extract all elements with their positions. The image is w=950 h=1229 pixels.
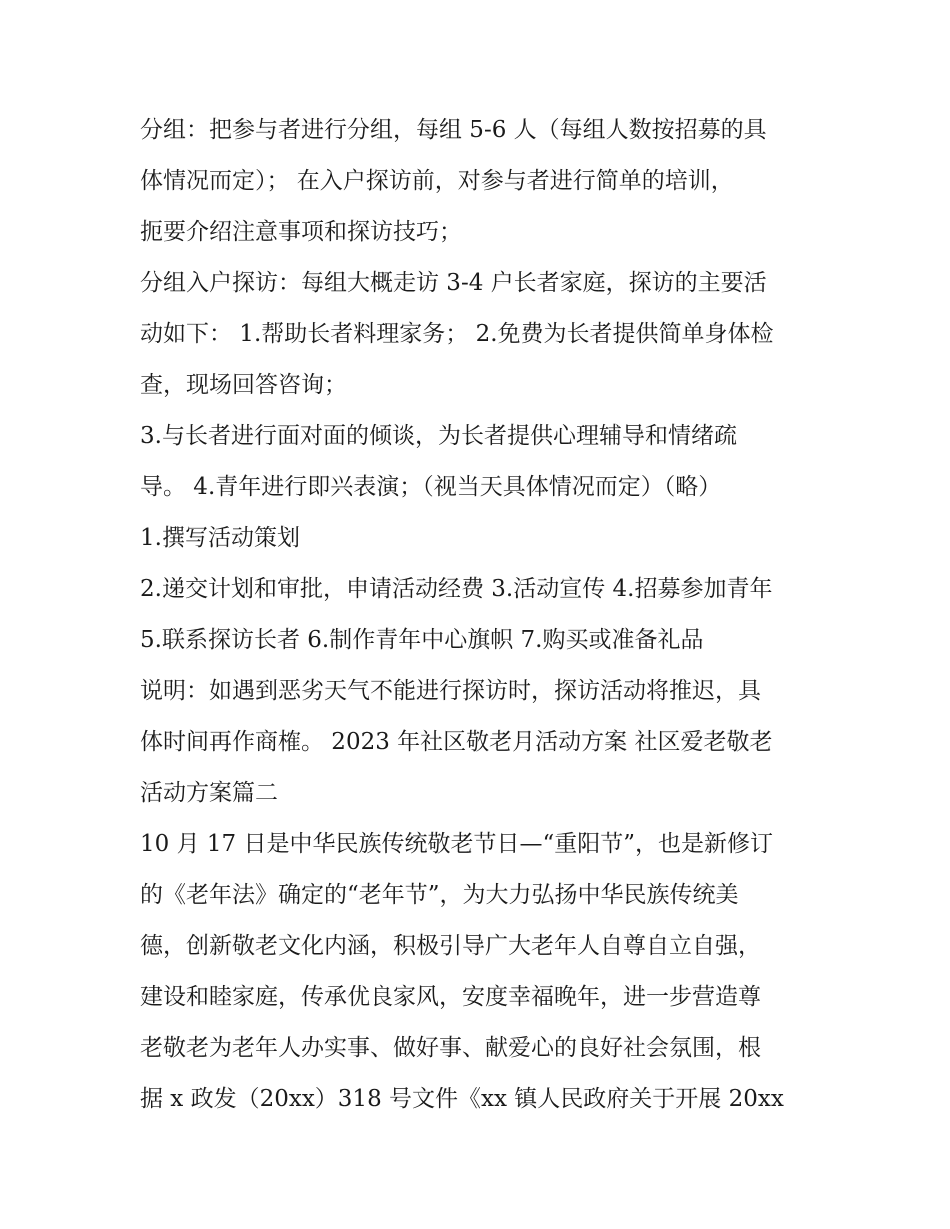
text-line: 扼要介绍注意事项和探访技巧；	[140, 219, 462, 245]
text-line: 德，创新敬老文化内涵，积极引导广大老年人自尊自立自强，	[140, 933, 761, 959]
text-line: 查，现场回答咨询；	[140, 372, 347, 398]
text-line: 分组：把参与者进行分组，每组 5-6 人（每组人数按招募的具	[140, 117, 767, 143]
text-line: 分组入户探访：每组大概走访 3-4 户长者家庭，探访的主要活	[140, 270, 767, 296]
text-line: 导。 4.青年进行即兴表演；（视当天具体情况而定）（略）	[140, 474, 722, 500]
text-line: 3.与长者进行面对面的倾谈，为长者提供心理辅导和情绪疏	[140, 423, 737, 449]
text-line: 老敬老为老年人办实事、做好事、献爱心的良好社会氛围，根	[140, 1035, 761, 1061]
text-line: 体时间再作商榷。 2023 年社区敬老月活动方案 社区爱老敬老	[140, 729, 773, 755]
text-line: 说明：如遇到恶劣天气不能进行探访时，探访活动将推迟，具	[140, 678, 761, 704]
text-line: 建设和睦家庭，传承优良家风，安度幸福晚年，进一步营造尊	[140, 984, 761, 1010]
text-line: 活动方案篇二	[140, 780, 278, 806]
text-line: 1.撰写活动策划	[140, 525, 300, 551]
text-line: 动如下： 1.帮助长者料理家务； 2.免费为长者提供简单身体检	[140, 321, 774, 347]
text-line: 10 月 17 日是中华民族传统敬老节日—“重阳节”，也是新修订	[140, 831, 773, 857]
text-line: 体情况而定）； 在入户探访前，对参与者进行简单的培训，	[140, 168, 734, 194]
text-line: 2.递交计划和审批，申请活动经费 3.活动宣传 4.招募参加青年	[140, 576, 773, 602]
text-line: 5.联系探访长者 6.制作青年中心旗帜 7.购买或准备礼品	[140, 627, 704, 653]
body-text	[140, 105, 830, 1125]
text-line: 的《老年法》确定的“老年节”，为大力弘扬中华民族传统美	[140, 882, 739, 908]
text-line: 据 x 政发（20xx）318 号文件《xx 镇人民政府关于开展 20xx	[140, 1086, 784, 1112]
